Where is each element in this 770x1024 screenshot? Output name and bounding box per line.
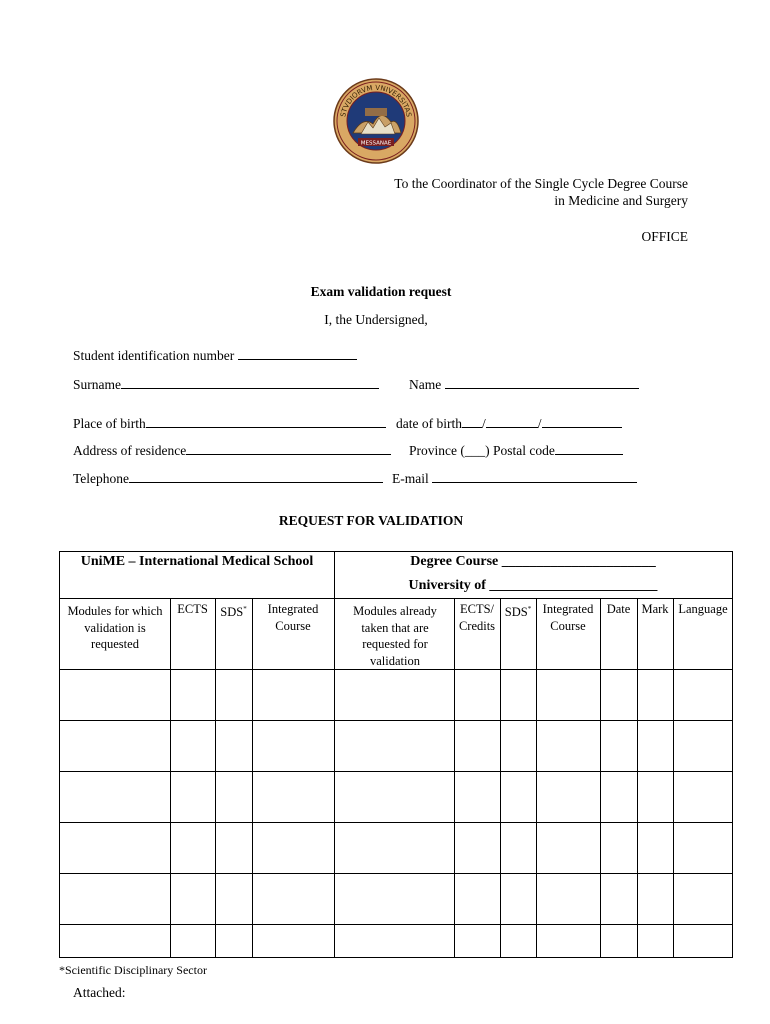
- email-field[interactable]: [392, 471, 637, 487]
- col-line: [252, 598, 253, 957]
- name-label: Name: [409, 377, 442, 392]
- address-field[interactable]: [73, 443, 391, 459]
- request-heading: REQUEST FOR VALIDATION: [278, 513, 464, 528]
- col-line: [170, 598, 171, 957]
- province-postal-label: Province (___) Postal code: [409, 443, 555, 458]
- name-field[interactable]: [409, 377, 639, 393]
- col-modules-taken: Modules already taken that are requested for validation: [353, 604, 437, 668]
- col-line: [215, 598, 216, 957]
- address-label: Address of residence: [73, 443, 187, 458]
- col-sds-right-mark: *: [527, 605, 532, 613]
- col-sds-mark: *: [243, 605, 247, 613]
- university-label: University of ________________________: [408, 578, 658, 593]
- surname-field[interactable]: [73, 377, 379, 393]
- telephone-field[interactable]: [73, 471, 383, 487]
- addressee-line-2: in Medicine and Surgery: [554, 193, 688, 208]
- footnote: *Scientific Disciplinary Sector: [59, 963, 207, 977]
- place-of-birth-label: Place of birth: [73, 416, 146, 431]
- dob-separator-2: /: [537, 416, 542, 431]
- row-line: [60, 720, 732, 721]
- col-integrated-course-right: Integrated Course: [542, 602, 594, 633]
- student-id-line[interactable]: [238, 348, 357, 360]
- degree-course-label: Degree Course ______________________: [410, 554, 656, 569]
- telephone-line[interactable]: [129, 471, 383, 483]
- col-sds-right-label: SDS: [504, 605, 528, 620]
- surname-label: Surname: [73, 377, 121, 392]
- col-mark: Mark: [641, 602, 669, 616]
- province-postal-field[interactable]: [409, 443, 623, 459]
- date-of-birth-label: date of birth: [396, 416, 462, 431]
- attached-label: Attached:: [73, 985, 126, 1000]
- addressee-line-1: To the Coordinator of the Single Cycle Degree Course: [394, 176, 688, 191]
- col-line: [500, 598, 501, 957]
- col-language: Language: [678, 602, 728, 616]
- email-line[interactable]: [432, 471, 637, 483]
- email-label: E-mail: [392, 471, 429, 486]
- dob-day-line[interactable]: [462, 416, 482, 428]
- student-id-field[interactable]: [73, 348, 357, 364]
- place-of-birth-field[interactable]: [73, 416, 386, 432]
- col-line: [673, 598, 674, 957]
- row-line: [60, 873, 732, 874]
- date-of-birth-field[interactable]: [396, 416, 622, 432]
- page-title: Exam validation request: [310, 284, 452, 299]
- table-header-line: [60, 598, 732, 599]
- seal-text-top: STVDIORVM VNIVERSITAS: [339, 83, 413, 118]
- col-integrated-course: Integrated Course: [267, 602, 319, 633]
- col-modules-requested: Modules for which validation is requested: [67, 604, 163, 651]
- office-label: OFFICE: [641, 229, 688, 244]
- dob-month-line[interactable]: [486, 416, 538, 428]
- seal-text-bottom: MESSANAE: [360, 140, 392, 147]
- col-line: [536, 598, 537, 957]
- table-left-title: UniME – International Medical School: [80, 554, 314, 569]
- name-line[interactable]: [445, 377, 639, 389]
- place-of-birth-line[interactable]: [146, 416, 386, 428]
- dob-separator-1: /: [481, 416, 486, 431]
- university-seal: [333, 78, 419, 164]
- undersigned-text: I, the Undersigned,: [324, 312, 428, 327]
- surname-line[interactable]: [121, 377, 379, 389]
- col-sds-right: [500, 601, 536, 621]
- row-line: [60, 669, 732, 670]
- validation-table: [59, 551, 733, 958]
- student-id-label: Student identification number: [73, 348, 235, 363]
- row-line: [60, 771, 732, 772]
- col-line: [637, 598, 638, 957]
- col-ects: ECTS: [177, 602, 208, 616]
- dob-year-line[interactable]: [542, 416, 622, 428]
- table-divider: [334, 552, 335, 957]
- postal-code-line[interactable]: [555, 443, 623, 455]
- col-line: [600, 598, 601, 957]
- col-sds: [215, 601, 252, 621]
- col-date: Date: [606, 602, 631, 616]
- row-line: [60, 924, 732, 925]
- col-line: [454, 598, 455, 957]
- row-line: [60, 822, 732, 823]
- telephone-label: Telephone: [73, 471, 130, 486]
- address-line[interactable]: [186, 443, 391, 455]
- col-sds-label: SDS: [220, 605, 244, 620]
- col-ects-credits: ECTS/ Credits: [458, 602, 496, 633]
